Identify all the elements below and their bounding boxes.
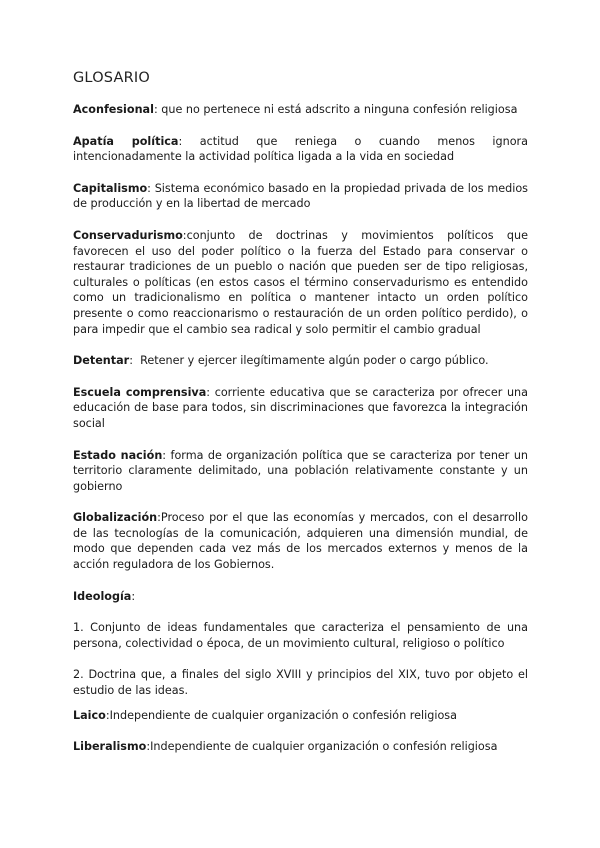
entry-separator: :: [131, 589, 136, 603]
glossary-entry-liberalismo: [73, 739, 528, 755]
glossary-entry-globalizacion: [73, 510, 528, 572]
entry-separator: :: [153, 103, 162, 116]
glossary-entry-laico: [73, 708, 528, 724]
entry-term: Detentar: [73, 354, 130, 368]
entry-definition: forma de organización política que se caracteriza por tener un territorio claramente delimitado, una población relativamente constante y un gobierno: [73, 448, 529, 493]
entry-definition: Independiente de cualquier organización o confesión religiosa: [150, 740, 498, 754]
entry-separator: :: [147, 181, 155, 195]
entry-term: Aconfesional: [73, 103, 154, 116]
entry-term: Apatía política: [73, 134, 179, 148]
entry-separator: :: [146, 740, 151, 754]
document-page: [73, 70, 528, 771]
entry-term: Globalización: [73, 511, 158, 525]
glossary-entry-escuela-comprensiva: [73, 385, 528, 432]
entry-definition: Proceso por el que las economías y mercados, con el desarrollo de las tecnologías de la comunicación, adquieren una dimensión mundial, de modo que dependen cada vez más de los mercados externos y menos de la acción reguladora de los Gobiernos.: [73, 511, 528, 572]
entry-definition: Sistema económico basado en la propiedad privada de los medios de producción y en la libertad de mercado: [73, 181, 529, 211]
entry-separator: :: [178, 134, 200, 148]
entry-separator: :: [105, 708, 110, 722]
entry-definition: corriente educativa que se caracteriza por ofrecer una educación de base para todos, sin discriminaciones que favorezca la integración social: [73, 385, 529, 430]
entry-separator: :: [157, 511, 161, 525]
glossary-entry-capitalismo: [73, 181, 528, 212]
page-title: GLOSARIO: [73, 70, 150, 86]
entry-separator: :: [206, 385, 215, 399]
entry-term: Conservadurismo: [73, 228, 183, 242]
ideologia-item-1: 1. Conjunto de ideas fundamentales que caracteriza el pensamiento de una persona, colectividad o época, de un movimiento cultural, religioso o político: [73, 621, 528, 650]
glossary-entry-aconfesional: [73, 102, 528, 118]
entry-definition: conjunto de doctrinas y movimientos políticos que favorecen el uso del poder político o la fuerza del Estado para conservar o restaurar tradiciones de un pueblo o nación que pueden ser de tipo religiosas, culturales o políticas (en estos casos el término conservadurismo es entendido como un tradicionalismo en política o mantener intacto un orden político presente o como reaccionarismo o restauración de un orden político perdido), o para impedir que el cambio sea radical y solo permitir el cambio gradual: [73, 228, 528, 336]
glossary-entry-detentar: [73, 353, 528, 369]
glossary-entry-conservadurismo: [73, 228, 528, 337]
entry-term: Estado nación: [73, 448, 163, 462]
entry-term: Laico: [73, 708, 106, 722]
glossary-entry-ideologia: [73, 589, 528, 605]
entry-separator: :: [182, 228, 187, 242]
entry-term: Escuela comprensiva: [73, 385, 207, 399]
glossary-entry-estado-nacion: [73, 448, 528, 495]
entry-term: Ideología: [73, 589, 132, 603]
ideologia-item-2: 2. Doctrina que, a finales del siglo XVIII y principios del XIX, tuvo por objeto el estudio de las ideas.: [73, 668, 528, 698]
entry-separator: :: [162, 448, 171, 462]
entry-separator: :: [129, 354, 141, 368]
entry-definition: Independiente de cualquier organización o confesión religiosa: [109, 708, 457, 722]
entry-definition: que no pertenece ni está adscrito a ninguna confesión religiosa: [161, 103, 518, 116]
entry-term: Capitalismo: [73, 181, 148, 195]
entry-term: Liberalismo: [73, 740, 147, 754]
entry-definition: actitud que reniega o cuando menos ignora intencionadamente la actividad política ligada a la vida en sociedad: [73, 134, 529, 164]
glossary-entry-apatia-politica: [73, 134, 528, 165]
entry-definition: Retener y ejercer ilegítimamente algún poder o cargo público.: [140, 354, 489, 368]
